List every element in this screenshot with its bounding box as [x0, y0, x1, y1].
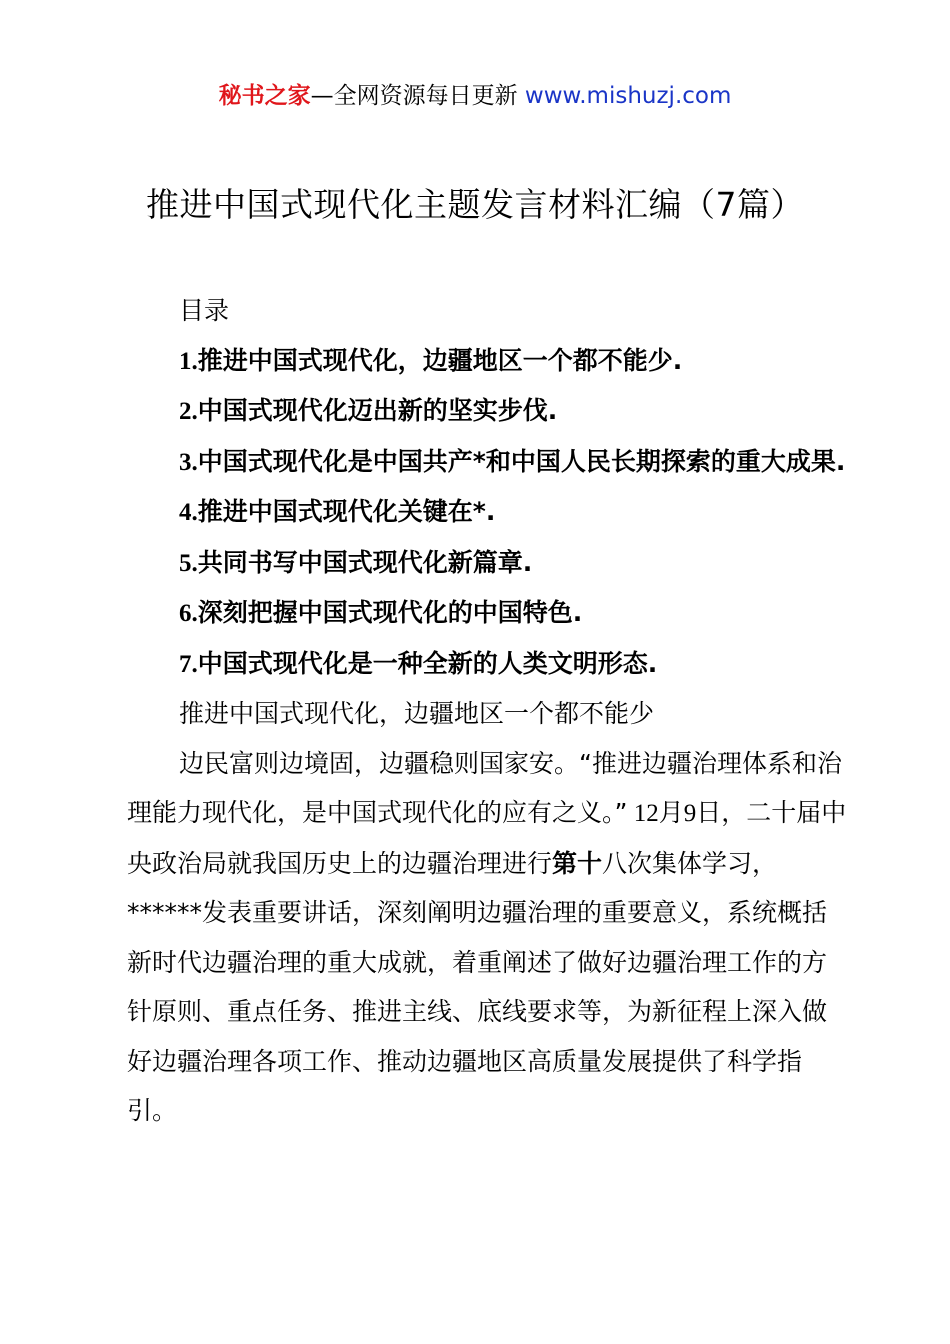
- document-title: 推进中国式现代化主题发言材料汇编（7篇）: [146, 185, 804, 224]
- toc-item-number: 3.: [179, 448, 198, 476]
- toc-item-3[interactable]: [127, 437, 847, 488]
- document-body: [127, 286, 847, 1136]
- toc-item-5[interactable]: [127, 538, 847, 589]
- toc-item-1[interactable]: [127, 336, 847, 387]
- toc-item-number: 2.: [179, 398, 198, 425]
- toc-item-number: 4.: [179, 499, 198, 526]
- toc-item-7[interactable]: [127, 639, 847, 690]
- body-bold-text: 第十: [552, 848, 603, 878]
- body-text-3: 八次集体学习，******发表重要讲话，深刻阐明边疆治理的重要意义，系统概括新时代边疆治理的重大成就，着重阐述了做好边疆治理工作的方针原则、重点任务、推进主线、底线要求等，为新征程上深入做好边疆治理各项工作、推动边疆地区高质量发展提供了科学指引。: [127, 848, 828, 1125]
- toc-item-4[interactable]: [127, 487, 847, 538]
- site-tagline: —全网资源每日更新: [310, 83, 525, 109]
- toc-item-text: 中国式现代化是一种全新的人类文明形态.: [197, 648, 658, 678]
- toc-item-number: 7.: [179, 650, 198, 678]
- site-brand: 秘书之家: [218, 83, 311, 109]
- toc-item-text: 中国式现代化是中国共产*和中国人民长期探索的重大成果.: [197, 446, 846, 476]
- site-url-link[interactable]: www.mishuzj.com: [524, 83, 732, 109]
- toc-item-6[interactable]: [127, 588, 847, 639]
- toc-item-number: 1.: [179, 347, 198, 375]
- body-paragraph: [127, 739, 847, 1136]
- body-text-1: 边民富则边境固，边疆稳则国家安。“推进边疆治理体系和治理能力现代化，是中国式现代化的应有之义。”: [127, 748, 842, 827]
- toc-item-number: 6.: [179, 600, 198, 627]
- section-title: 推进中国式现代化，边疆地区一个都不能少: [179, 699, 655, 728]
- toc-item-text: 共同书写中国式现代化新篇章.: [197, 547, 533, 577]
- toc-item-text: 推进中国式现代化，边疆地区一个都不能少.: [197, 345, 683, 375]
- toc-heading: 目录: [179, 296, 230, 325]
- body-text-2: 二十届中央政治局就我国历史上的边疆治理进行: [127, 798, 847, 878]
- toc-item-2[interactable]: [127, 386, 847, 437]
- toc-item-text: 推进中国式现代化关键在*.: [197, 497, 496, 526]
- toc-item-number: 5.: [179, 549, 198, 577]
- site-header: [0, 80, 950, 112]
- toc-item-text: 深刻把握中国式现代化的中国特色.: [197, 598, 583, 627]
- body-date: 12月9日，: [627, 800, 747, 827]
- toc-item-text: 中国式现代化迈出新的坚实步伐.: [197, 396, 558, 425]
